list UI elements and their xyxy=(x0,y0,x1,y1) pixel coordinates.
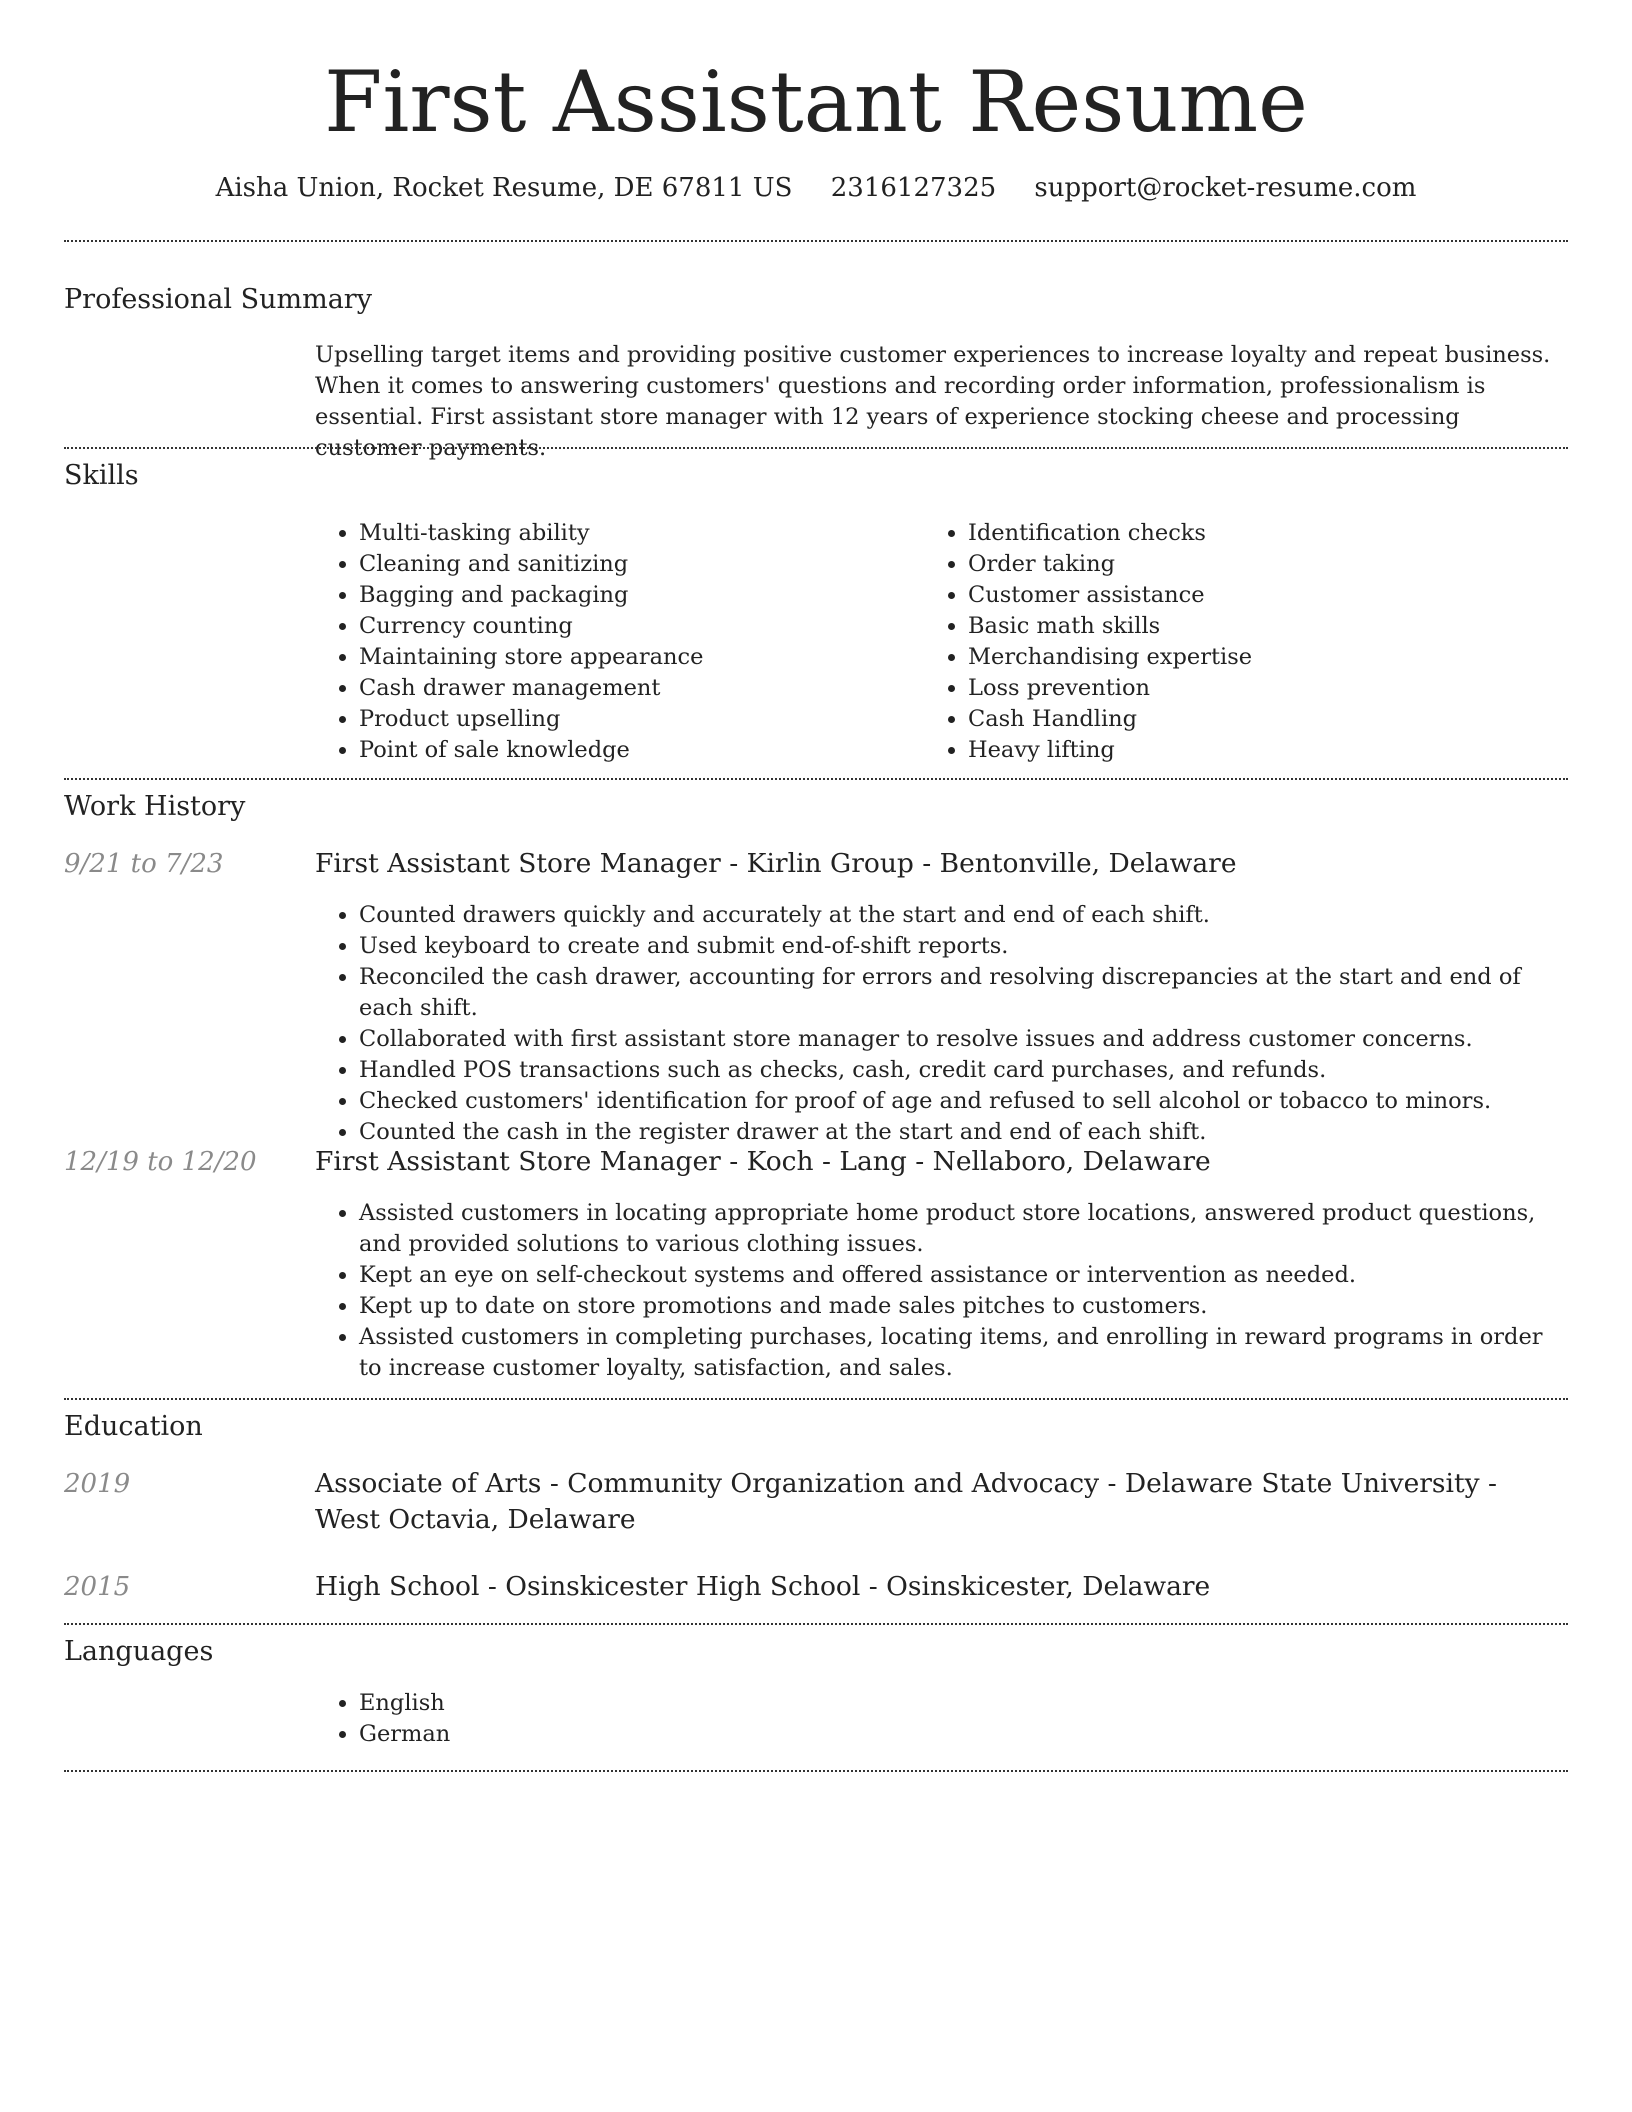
duty-item: • Assisted customers in locating appropriate home product store locations, answered product questions, and provided solutions to various clothing issues. xyxy=(359,1198,1570,1260)
job-duties xyxy=(315,900,1570,1148)
language-item: • English xyxy=(359,1688,1570,1719)
job-title: First Assistant Store Manager - Koch - Lang - Nellaboro, Delaware xyxy=(315,1146,1211,1177)
skill-item: • Product upselling xyxy=(359,704,915,735)
duty-item: • Counted the cash in the register drawer at the start and end of each shift. xyxy=(359,1117,1570,1148)
duty-item: • Used keyboard to create and submit end-of-shift reports. xyxy=(359,931,1570,962)
languages-heading: Languages xyxy=(64,1636,214,1667)
duty-item: • Collaborated with first assistant store manager to resolve issues and address customer concerns. xyxy=(359,1024,1570,1055)
job-dates: 9/21 to 7/23 xyxy=(64,849,224,879)
section-divider xyxy=(64,447,1568,449)
job-duties xyxy=(315,1198,1570,1384)
skill-item: • Multi-tasking ability xyxy=(359,518,915,549)
duty-item: • Handled POS transactions such as checks, cash, credit card purchases, and refunds. xyxy=(359,1055,1570,1086)
education-school: - Osinskicester High School - Osinskicester, Delaware xyxy=(479,1571,1211,1602)
education-degree: Associate of Arts - Community Organization and Advocacy xyxy=(315,1468,1100,1499)
skill-item: • Maintaining store appearance xyxy=(359,642,915,673)
contact-phone: 2316127325 xyxy=(830,173,997,203)
resume-title: First Assistant Resume xyxy=(324,53,1308,151)
work-heading: Work History xyxy=(64,791,246,822)
skill-item: • Order taking xyxy=(968,549,1564,580)
skill-item: • Currency counting xyxy=(359,611,915,642)
skills-list-right xyxy=(924,518,1564,766)
contact-email: support@rocket-resume.com xyxy=(1034,173,1417,203)
duty-item: • Counted drawers quickly and accurately at the start and end of each shift. xyxy=(359,900,1570,931)
duty-item: • Assisted customers in completing purchases, locating items, and enrolling in reward programs in order to increase customer loyalty, satisfaction, and sales. xyxy=(359,1322,1570,1384)
education-degree: High School xyxy=(315,1571,480,1602)
education-year: 2015 xyxy=(64,1572,131,1602)
duty-item: • Reconciled the cash drawer, accounting for errors and resolving discrepancies at the start and end of each shift. xyxy=(359,962,1570,1024)
language-item: • German xyxy=(359,1719,1570,1750)
duty-item: • Kept an eye on self-checkout systems and offered assistance or intervention as needed. xyxy=(359,1260,1570,1291)
skill-item: • Merchandising expertise xyxy=(968,642,1564,673)
skill-item: • Point of sale knowledge xyxy=(359,735,915,766)
skill-item: • Cash Handling xyxy=(968,704,1564,735)
education-year: 2019 xyxy=(64,1469,131,1499)
skills-heading: Skills xyxy=(64,460,139,491)
skill-item: • Basic math skills xyxy=(968,611,1564,642)
duty-item: • Kept up to date on store promotions and made sales pitches to customers. xyxy=(359,1291,1570,1322)
skill-item: • Bagging and packaging xyxy=(359,580,915,611)
job-title: First Assistant Store Manager - Kirlin Group - Bentonville, Delaware xyxy=(315,848,1237,879)
section-divider xyxy=(64,1398,1568,1400)
job-dates: 12/19 to 12/20 xyxy=(64,1147,257,1177)
education-entry xyxy=(315,1466,1565,1538)
languages-list xyxy=(315,1688,1570,1750)
education-school: - Delaware State University - West Octavia, Delaware xyxy=(315,1468,1497,1535)
section-divider xyxy=(64,1623,1568,1625)
section-divider xyxy=(64,1770,1568,1772)
summary-heading: Professional Summary xyxy=(64,284,372,315)
skill-item: • Identification checks xyxy=(968,518,1564,549)
section-divider xyxy=(64,778,1568,780)
education-heading: Education xyxy=(64,1411,203,1442)
duty-item: • Checked customers' identification for proof of age and refused to sell alcohol or tobacco to minors. xyxy=(359,1086,1570,1117)
education-entry xyxy=(315,1569,1565,1605)
skills-list-left xyxy=(315,518,915,766)
contact-line xyxy=(0,170,1632,206)
skill-item: • Heavy lifting xyxy=(968,735,1564,766)
skill-item: • Customer assistance xyxy=(968,580,1564,611)
summary-text: Upselling target items and providing positive customer experiences to increase loyalty and repeat business. When it comes to answering customers' questions and recording order information, professionalism is essential. First assistant store manager with 12 years of experience stocking cheese and processing customer payments. xyxy=(315,342,1551,461)
skill-item: • Cash drawer management xyxy=(359,673,915,704)
section-divider xyxy=(64,240,1568,242)
skill-item: • Cleaning and sanitizing xyxy=(359,549,915,580)
skill-item: • Loss prevention xyxy=(968,673,1564,704)
contact-address: Aisha Union, Rocket Resume, DE 67811 US xyxy=(215,173,793,203)
